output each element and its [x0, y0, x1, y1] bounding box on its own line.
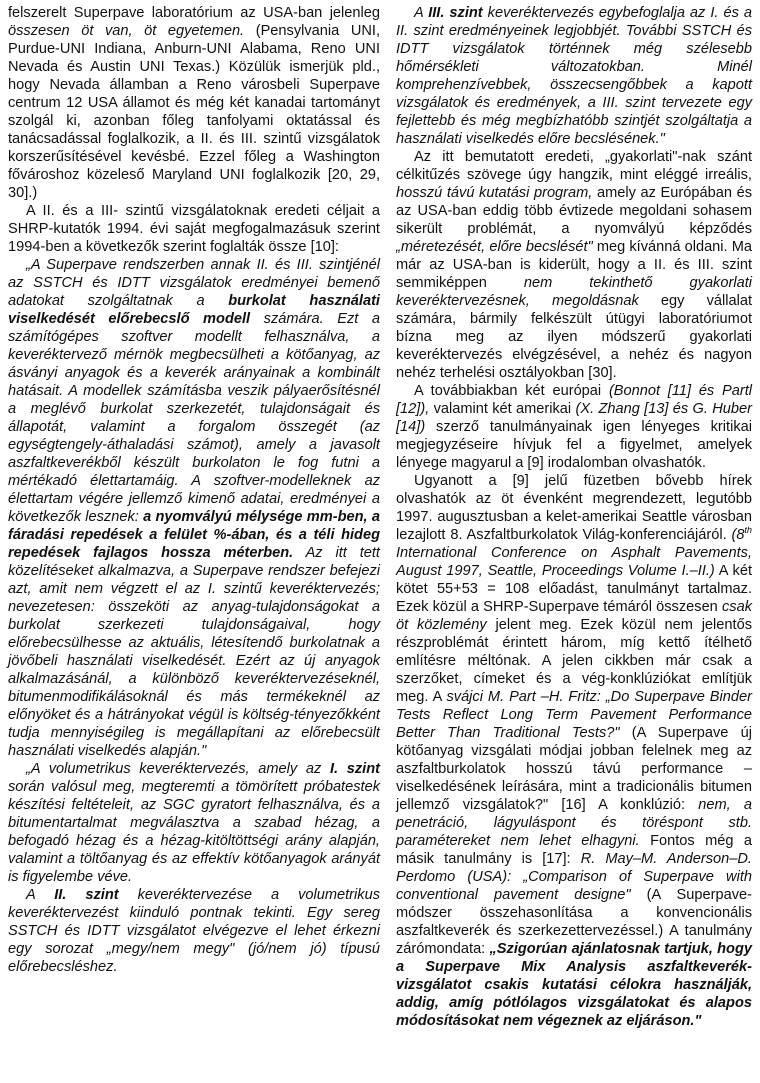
- quote-level-three: A III. szint keveréktervezés egybefoglalja az I. és a II. szint eredményeinek legjobbjét. További SSTCH és IDTT vizsgálatok történnek még szélesebb hőmérsékleti változatokban. Minél komprehenzívebbek, összecsengőbbek a kapott vizsgálatok és eredmények, a III. szint tervezete egy fejlettebb és még megbízhatóbb szintjét szolgáltatja a használati viselkedés előre becslésének.": [396, 5, 752, 147]
- conference-reference: (8th International Conference on Asphalt Pavements, August 1997, Seattle, Proceedings Volume I.–II.): [396, 525, 752, 579]
- paragraph-authors: A továbbiakban két európai (Bonnot [11] és Partl [12]), valamint két amerikai (X. Zhang [13] és G. Huber [14]) szerző tanulmányainak igen lényeges kritikai megjegyzéseire hívjuk fel a figyelmet, amelyek lényege magyarul a [9] irodalomban olvashatók.: [396, 383, 752, 471]
- paragraph-original-goal: Az itt bemutatott eredeti, „gyakorlati"-nak szánt célkitűzés szövege úgy hangzik, mint eléggé irreális, hosszú távú kutatási program, amely az Európában és az USA-ban eddig több évtizede megoldani sohasem sikerült problémát, a nyomvályú képződés „méretezését, előre becslését" meg kívánná oldani. Ma már az USA-ban is kiderült, hogy a II. és III. szint semmiképpen nem tekinthető gyakorlati keveréktervezésnek, megoldásnak egy vállalat számára, bármily felkészült útügyi laboratóriumot bízna meg az ilyen módszerű gyakorlati keveréktervezés elvégzésével, a nehéz és nagyon nehéz terhelési osztályokban [30].: [396, 149, 753, 381]
- left-column: [8, 4, 380, 976]
- paragraph-superpave-labs: felszerelt Superpave laboratórium az USA-ban jelenleg összesen öt van, öt egyetemen. (Pensylvania UNI, Purdue-UNI Indiana, Anburn-UNI Alabama, Reno UNI Nevada és Austin UNI Texas.) Közülük ismerjük pld., hogy Nevada államban a Reno városbeli Superpave centrum 12 USA államot és még két kanadai tartományt szolgál ki, azonban főleg tanfolyami oktatással és tanácsadással foglalkozik, a II. és III. szintű vizsgálatok korszerűsítésével kevésbé. Ezzel főleg a Washington fővároshoz közeleső Maryland UNI foglalkozik [20, 29, 30].): [8, 5, 381, 201]
- paragraph-shrp-goals: A II. és a III- szintű vizsgálatoknak eredeti céljait a SHRP-kutatók 1994. évi saját megfogalmazásuk szerint 1994-ben a következők szerint foglalták össze [10]:: [8, 203, 380, 255]
- quote-level-two: A II. szint keveréktervezése a volumetrikus keveréktervezést kiinduló pontnak tekinti. Egy sereg SSTCH és IDTT vizsgálatot elvégezve el lehet érkezni egy sorozat „megy/nem megy" (jó/nem jó) típusú előrebecsléshez.: [8, 887, 380, 975]
- quote-level-one: „A volumetrikus keveréktervezés, amely az I. szint során valósul meg, megteremti a tömörített próbatestek készítési feltételeit, az SGC gyratort felhasználva, és a bitumentartalmat megválasztva a szabad hézag, a befogadó hézag és a hézag-kitöltöttségi arány alapján, valamint a töltőanyag és az effektív kötőanyagok arányát is figyelembe véve.: [8, 761, 380, 885]
- paragraph-conference: Ugyanott a [9] jelű füzetben bővebb hírek olvashatók az öt évenként megrendezett, legutóbb 1997. augusztusban a kelet-amerikai Seattle városban lezajlott 8. Aszfaltburkolatok Világ-konferenciájáról. (8th International Conference on Asphalt Pavements, August 1997, Seattle, Proceedings Volume I.–II.) A két kötet 55+53 = 108 előadást, tanulmányt tartalmaz. Ezek közül a SHRP-Superpave témáról összesen csak öt közlemény jelent meg. Ezek közül nem jelentős részproblémát érintett három, míg kettő ítélhető említésre méltónak. A jelen cikkben már csak a szerzőket, címeket és a vég-konklúziókat említjük meg. A svájci M. Part –H. Fritz: „Do Superpave Binder Tests Reflect Long Term Pavement Performance Better Than Traditional Tests?" (A Superpave új kötőanyag vizsgálati módjai jobban felelnek meg az aszfaltburkolatok hosszú távú performance – viselkedésének leírására, mint a tradicionális bitumen jellemző vizsgálatok?" [16] A konklúzió: nem, a penetráció, lágyuláspont és töréspont stb. paramétereket nem lehet elhagyni. Fontos még a másik tanulmány is [17]: R. May–M. Anderson–D. Perdomo (USA): „Comparison of Superpave with conventional pavement designe" (A Superpave-módszer összehasonlítása a konvencionális aszfaltkeverék és szerkezettervezéssel.) A tanulmány zárómondata: „Szigorúan ajánlatosnak tartjuk, hogy a Superpave Mix Analysis aszfaltkeverék-vizsgálatot csakis kutatási célokra használják, addig, amíg pótlólagos vizsgálatokat és alapos módosításokat nem végeznek az eljáráson.": [396, 473, 753, 1029]
- quote-superpave-levels: „A Superpave rendszerben annak II. és III. szintjénél az SSTCH és IDTT vizsgálatok eredményei bemenő adatokat szolgáltatnak a burkolat használati viselkedését előrebecslő modell számára. Ezt a számítógépes szoftver modellt felhasználva, a keveréktervező mérnök megbecsülheti a kötőanyag, az ásványi anyagok és a keverék arányainak a kombinált hatásait. A modellek számításba veszik pályaerősítésnél a meglévő burkolat szerkezetét, tulajdonságait és állapotát, valamint a forgalom összegét (az egységtengely-áthaladási számot), amely a javasolt aszfaltkeverékből készült burkolaton le fog futni a mértékadó élettartamáig. A szoftver-modelleknek az élettartam végére jellemző kimenő adatai, eredményei a következők lesznek: a nyomvályú mélysége mm-ben, a fáradási repedések a felület %-ában, és a téli hideg repedések fajlagos hossza méterben. Az itt tett közelítéseket alkalmazva, a Superpave rendszer befejezi azt, amit nem végzett el az I. szintű keveréktervezés; nevezetesen: összeköti az anyag-tulajdonságokat a burkolat szerkezeti tulajdonságaival, hogy előrebecsülhesse az aktuális, létesítendő burkolatnak a jövőbeli használati viselkedését. Ezért az új anyagok alkalmazásánál, a különböző keveréktervezéseknél, bitumenmodifikálásoknál és más termékeknél az előnyöket és a hátrányokat végül is költség-tényezőkként tudja mennyiségileg is megállapítani az előrebecsült használati viselkedés alapján.": [8, 257, 380, 759]
- right-column: [396, 4, 752, 1030]
